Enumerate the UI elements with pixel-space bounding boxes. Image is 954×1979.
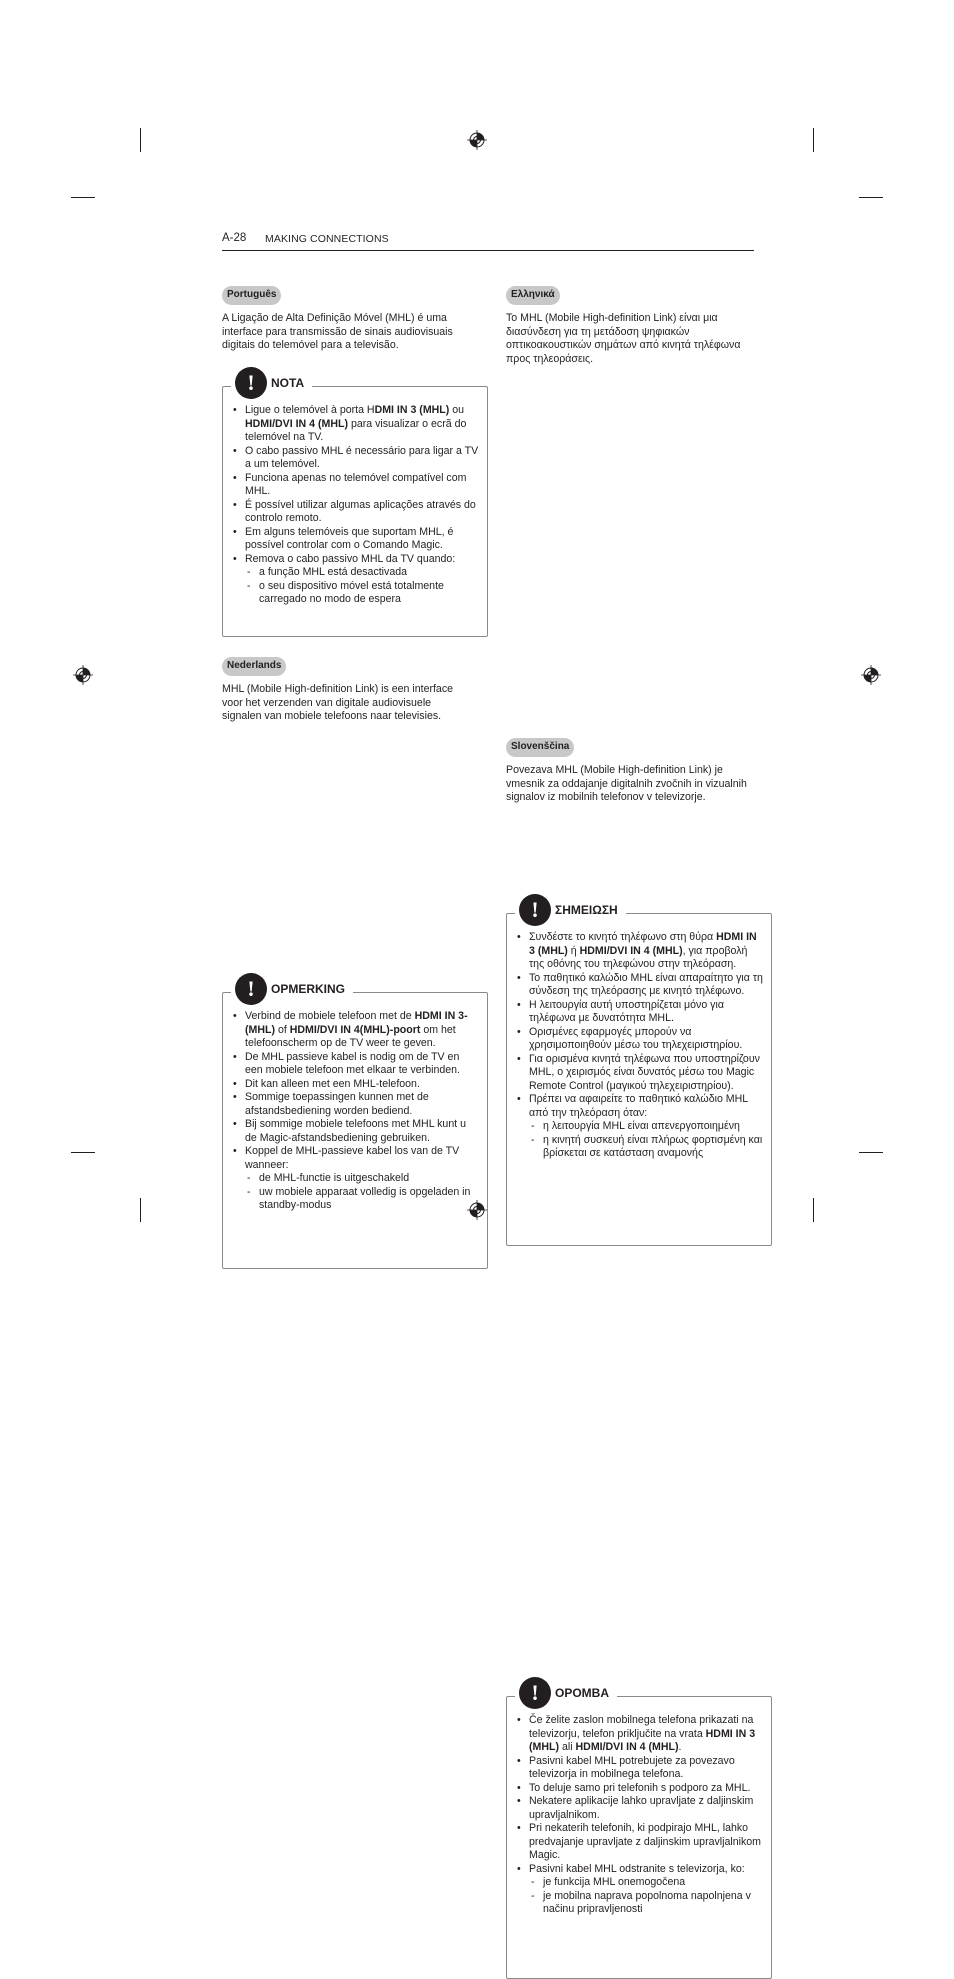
list-item: • Remova o cabo passivo MHL da TV quando:	[231, 553, 479, 567]
section-title: MAKING CONNECTIONS	[265, 233, 389, 245]
crop-mark	[813, 128, 814, 152]
list-item: • Για ορισμένα κινητά τηλέφωνα που υποστηρίζουν MHL, ο χειρισμός είναι δυνατός μέσω του Magic Remote Control (μαγικού τηλεχειριστηρίου).	[515, 1053, 763, 1094]
list-subitem: - η λειτουργία MHL είναι απενεργοποιημένη	[515, 1120, 763, 1134]
note-title: OPOMBA	[555, 1686, 609, 1700]
intro-text: MHL (Mobile High-definition Link) is een interface voor het verzenden van digitale audiovisuele signalen van mobiele telefoons naar televisies.	[222, 683, 454, 723]
list-item: • É possível utilizar algumas aplicações através do controlo remoto.	[231, 499, 479, 526]
list-item: • Sommige toepassingen kunnen met de afstandsbediening worden bediend.	[231, 1091, 479, 1118]
note-title: OPMERKING	[271, 982, 346, 996]
crop-mark	[71, 1152, 95, 1153]
note-list	[515, 1714, 763, 1917]
list-subitem: - η κινητή συσκευή είναι πλήρως φορτισμένη και βρίσκεται σε κατάσταση αναμονής	[515, 1134, 763, 1161]
note-header	[231, 973, 353, 1005]
list-subitem: - je funkcija MHL onemogočena	[515, 1876, 763, 1890]
note-box	[222, 976, 488, 1269]
list-item: • To deluje samo pri telefonih s podporo za MHL.	[515, 1782, 763, 1796]
note-list	[231, 404, 479, 607]
list-item: • Dit kan alleen met een MHL-telefoon.	[231, 1078, 479, 1092]
exclamation-icon: !	[235, 367, 267, 399]
intro-text: A Ligação de Alta Definição Móvel (MHL) é uma interface para transmissão de sinais audiovisuais digitais do telemóvel para a televisão.	[222, 312, 453, 352]
list-item: • Το παθητικό καλώδιο MHL είναι απαραίτητο για τη σύνδεση της τηλεόρασης με κινητό τηλέφωνο.	[515, 972, 763, 999]
list-item: • De MHL passieve kabel is nodig om de TV en een mobiele telefoon met elkaar te verbinden.	[231, 1051, 479, 1078]
list-item: • Če želite zaslon mobilnega telefona prikazati na televizorju, telefon priključite na vrata HDMI IN 3 (MHL) ali HDMI/DVI IN 4 (MHL).	[515, 1714, 763, 1755]
list-subitem: - je mobilna naprava popolnoma napolnjena v načinu pripravljenosti	[515, 1890, 763, 1917]
section-greek	[506, 284, 754, 366]
language-label: Ελληνικά	[506, 286, 560, 305]
section-portuguese	[222, 284, 470, 353]
list-item: • Nekatere aplikacije lahko upravljate z daljinskim upravljalnikom.	[515, 1795, 763, 1822]
page-number: A-28	[222, 232, 247, 244]
language-label: Português	[222, 286, 281, 305]
note-title: NOTA	[271, 376, 305, 390]
note-title: ΣΗΜΕΙΩΣΗ	[555, 903, 618, 917]
list-subitem: - de MHL-functie is uitgeschakeld	[231, 1172, 479, 1186]
list-subitem: - uw mobiele apparaat volledig is opgeladen in standby-modus	[231, 1186, 479, 1213]
list-item: • Ορισμένες εφαρμογές μπορούν να χρησιμοποιηθούν μέσω του τηλεχειριστηρίου.	[515, 1026, 763, 1053]
crop-mark	[140, 128, 141, 152]
exclamation-icon: !	[519, 1677, 551, 1709]
note-box	[222, 370, 488, 637]
crop-mark	[813, 1198, 814, 1222]
section-dutch	[222, 655, 470, 724]
list-item: • Pasivni kabel MHL potrebujete za povezavo televizorja in mobilnega telefona.	[515, 1755, 763, 1782]
registration-mark-icon	[73, 665, 93, 685]
note-box	[506, 897, 772, 1246]
list-item: • Verbind de mobiele telefoon met de HDMI IN 3- (MHL) of HDMI/DVI IN 4(MHL)-poort om het telefoonscherm op de TV weer te geven.	[231, 1010, 479, 1051]
intro-text: Το MHL (Mobile High-definition Link) είναι μια διασύνδεση για τη μετάδοση ψηφιακών οπτικοακουστικών σημάτων από κινητά τηλέφωνα προς τηλεοράσεις.	[506, 312, 741, 365]
note-header	[515, 1677, 617, 1709]
section-slovenian	[506, 736, 754, 805]
list-item: • Συνδέστε το κινητό τηλέφωνο στη θύρα HDMI IN 3 (MHL) ή HDMI/DVI IN 4 (MHL), για προβολή της οθόνης του τηλεφώνου στην τηλεόραση.	[515, 931, 763, 972]
language-label: Slovenščina	[506, 738, 574, 757]
list-subitem: - a função MHL está desactivada	[231, 566, 479, 580]
list-item: • Pri nekaterih telefonih, ki podpirajo MHL, lahko predvajanje upravljate z daljinskim upravljalnikom Magic.	[515, 1822, 763, 1863]
list-item: • O cabo passivo MHL é necessário para ligar a TV a um telemóvel.	[231, 445, 479, 472]
list-item: • Η λειτουργία αυτή υποστηρίζεται μόνο για τηλέφωνα με δυνατότητα MHL.	[515, 999, 763, 1026]
exclamation-icon: !	[235, 973, 267, 1005]
header-rule	[222, 250, 754, 251]
intro-text: Povezava MHL (Mobile High-definition Link) je vmesnik za oddajanje digitalnih zvočnih in vizualnih signalov iz mobilnih telefonov v televizorje.	[506, 764, 747, 804]
list-subitem: - o seu dispositivo móvel está totalmente carregado no modo de espera	[231, 580, 479, 607]
list-item: • Πρέπει να αφαιρείτε το παθητικό καλώδιο MHL από την τηλεόραση όταν:	[515, 1093, 763, 1120]
list-item: • Koppel de MHL-passieve kabel los van de TV wanneer:	[231, 1145, 479, 1172]
note-list	[515, 931, 763, 1161]
crop-mark	[71, 197, 95, 198]
note-list	[231, 1010, 479, 1213]
list-item: • Bij sommige mobiele telefoons met MHL kunt u de Magic-afstandsbediening gebruiken.	[231, 1118, 479, 1145]
list-item: • Em alguns telemóveis que suportam MHL, é possível controlar com o Comando Magic.	[231, 526, 479, 553]
registration-mark-icon	[467, 130, 487, 150]
crop-mark	[140, 1198, 141, 1222]
exclamation-icon: !	[519, 894, 551, 926]
crop-mark	[859, 1152, 883, 1153]
note-box	[506, 1680, 772, 1979]
list-item: • Funciona apenas no telemóvel compatível com MHL.	[231, 472, 479, 499]
list-item: • Ligue o telemóvel à porta HDMI IN 3 (MHL) ou HDMI/DVI IN 4 (MHL) para visualizar o ecrã do telemóvel na TV.	[231, 404, 479, 445]
crop-mark	[859, 197, 883, 198]
list-item: • Pasivni kabel MHL odstranite s televizorja, ko:	[515, 1863, 763, 1877]
note-header	[231, 367, 312, 399]
language-label: Nederlands	[222, 657, 286, 676]
registration-mark-icon	[861, 665, 881, 685]
note-header	[515, 894, 626, 926]
